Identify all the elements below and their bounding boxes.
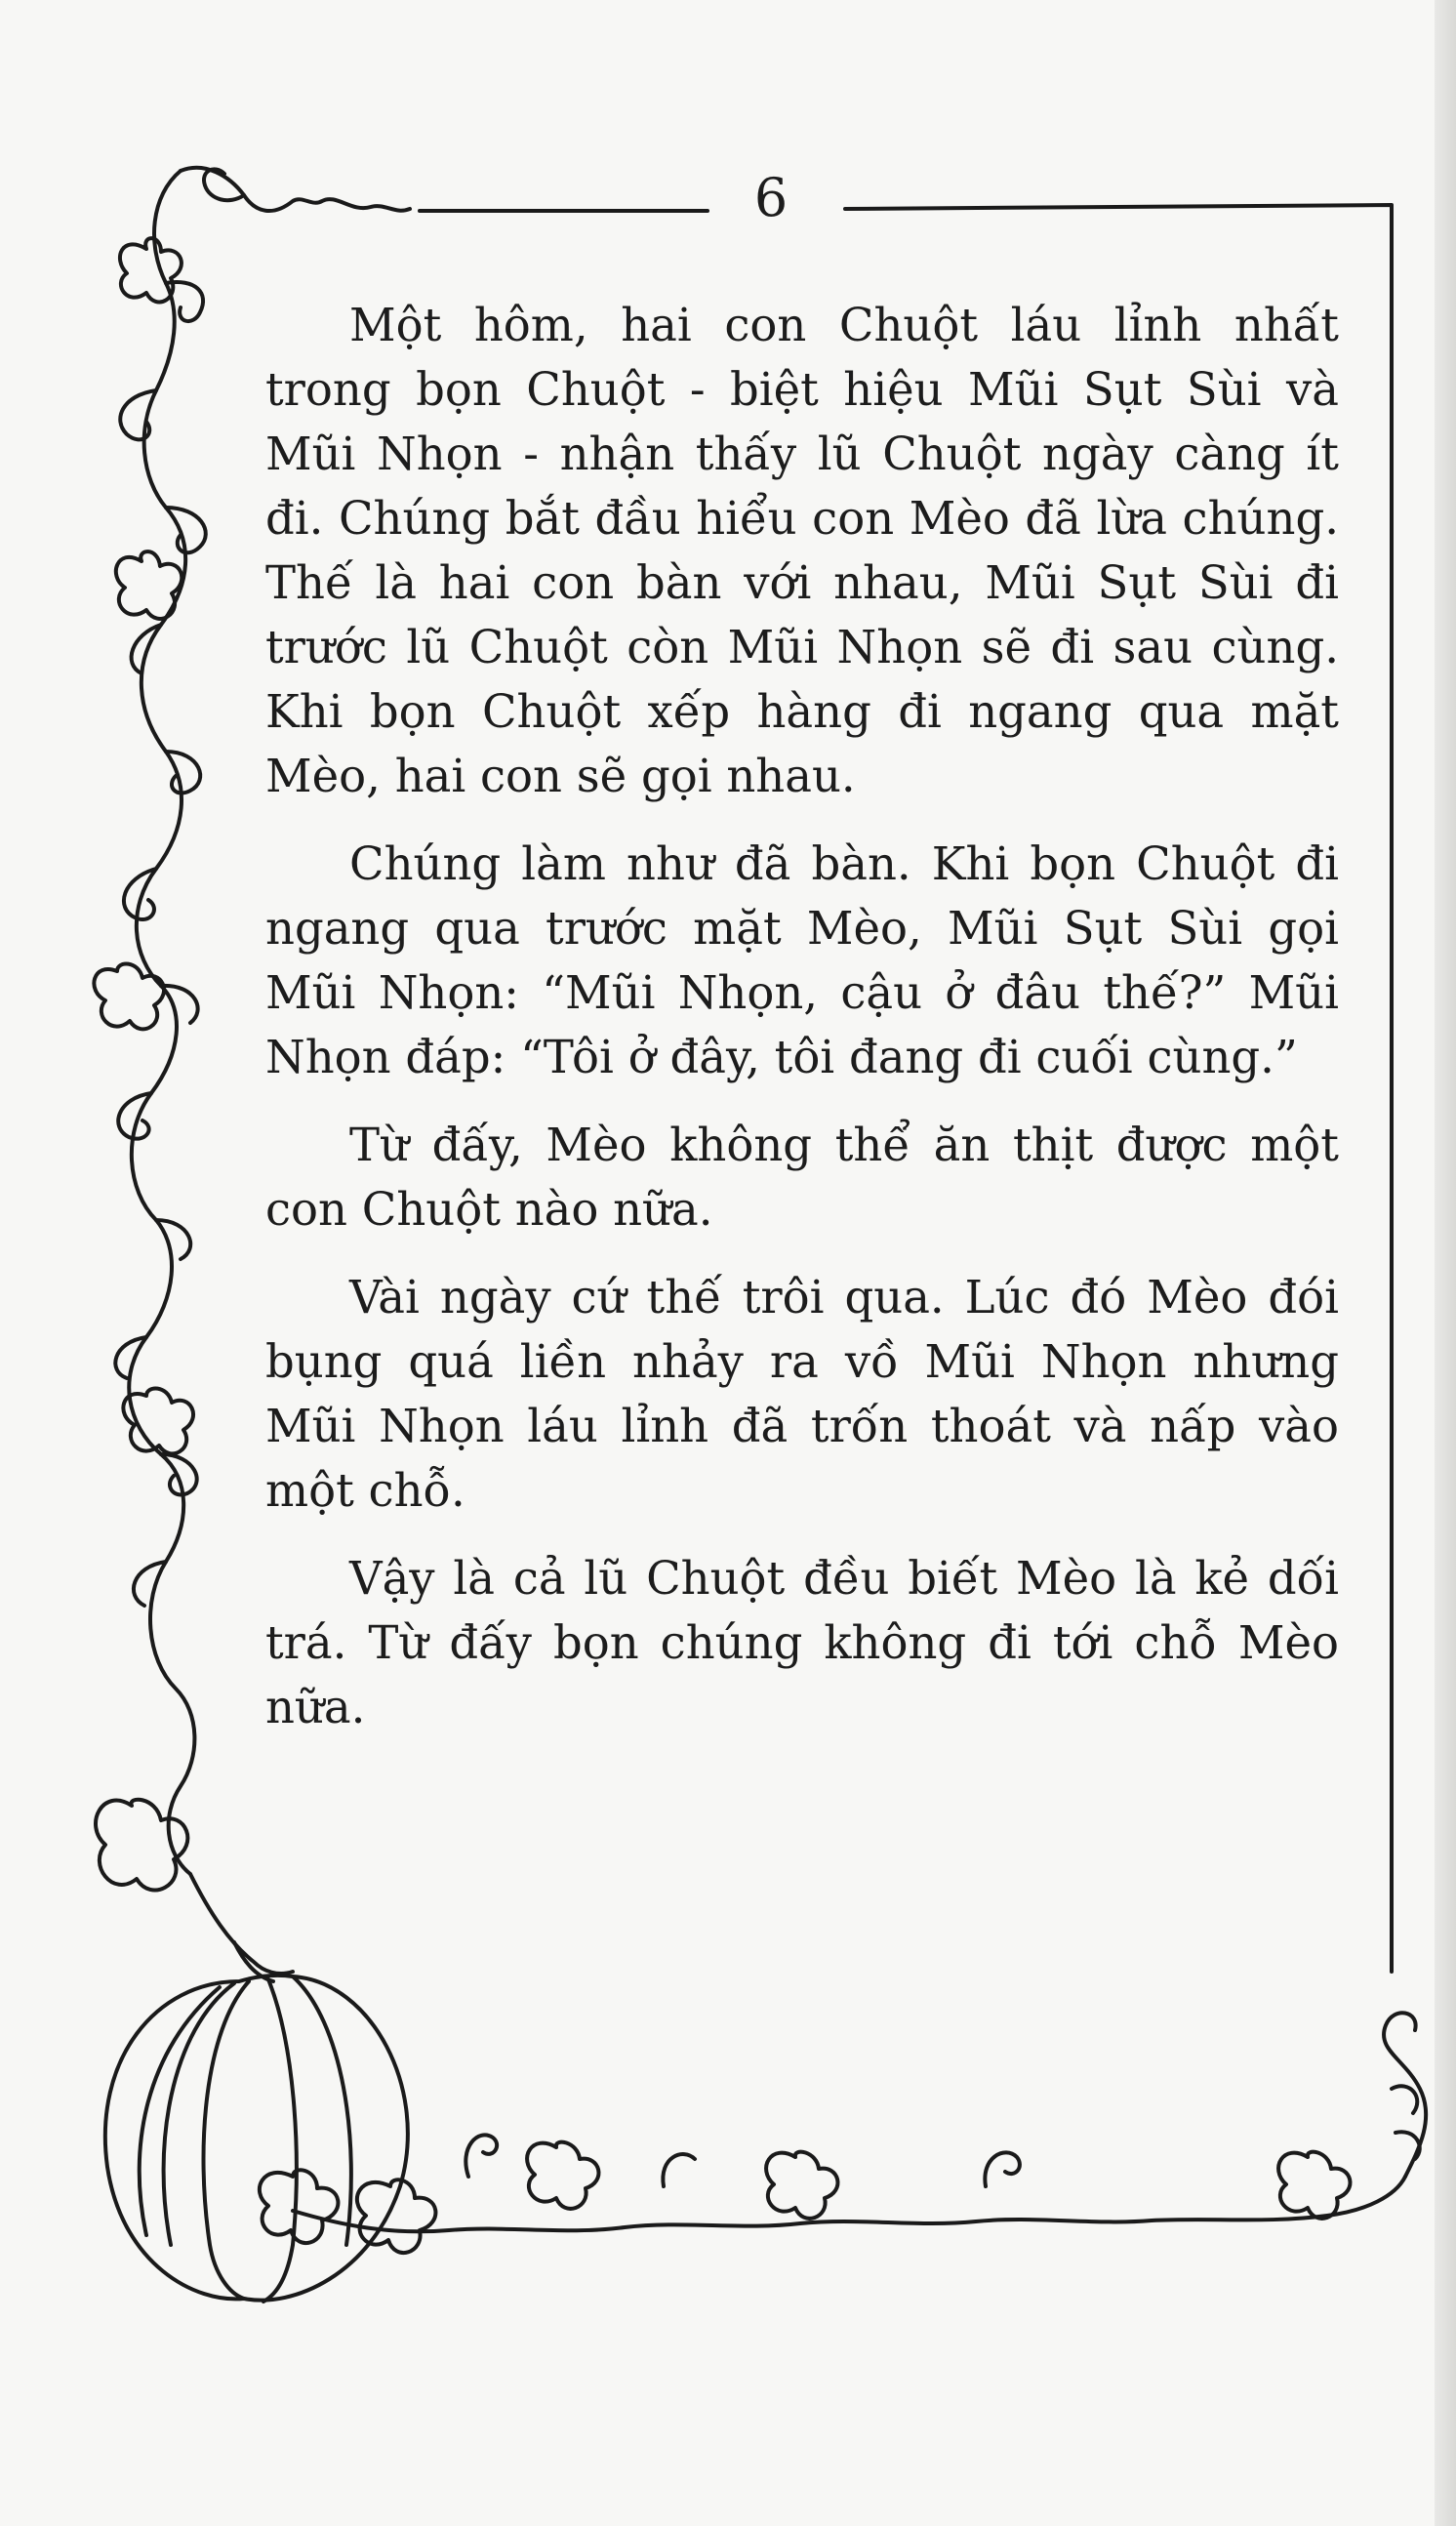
leaf (123, 1388, 193, 1453)
paragraph-5: Vậy là cả lũ Chuột đều biết Mèo là kẻ dối trá. Từ đấy bọn chúng không đi tới chỗ Mèo nữa. (265, 1552, 1339, 1733)
leaf (94, 963, 164, 1029)
paragraph-3: Từ đấy, Mèo không thể ăn thịt được một con Chuột nào nữa. (265, 1119, 1339, 1236)
page-number: 6 (753, 167, 789, 228)
left-vine (129, 171, 194, 1874)
leaf (96, 1800, 187, 1891)
leaf (357, 2180, 436, 2253)
paragraph-1: Một hôm, hai con Chuột láu lỉnh nhất trong bọn Chuột - biệt hiệu Mũi Sụt Sùi và Mũi Nhọn - nhận thấy lũ Chuột ngày càng ít đi. Chúng bắt đầu hiểu con Mèo đã lừa chúng. Thế là hai con bàn với nhau, Mũi Sụt Sùi đi trước lũ Chuột còn Mũi Nhọn sẽ đi sau cùng. Khi bọn Chuột xếp hàng đi ngang qua mặt Mèo, hai con sẽ gọi nhau. (265, 299, 1339, 802)
leaf (116, 551, 182, 619)
top-rule-right (845, 205, 1392, 234)
leaf (1278, 2152, 1350, 2219)
leaf (260, 2170, 339, 2243)
pumpkin (105, 1976, 408, 2301)
leaf (120, 238, 182, 302)
paragraph-4: Vài ngày cứ thế trôi qua. Lúc đó Mèo đói bụng quá liền nhảy ra vồ Mũi Nhọn nhưng Mũi Nhọn láu lỉnh đã trốn thoát và nấp vào một chỗ. (265, 1271, 1339, 1517)
top-left-curl (181, 168, 410, 211)
bottom-vine (293, 2177, 1405, 2231)
leaf (766, 2152, 837, 2219)
paragraph-2: Chúng làm như đã bàn. Khi bọn Chuột đi ngang qua trước mặt Mèo, Mũi Sụt Sùi gọi Mũi Nhọn: “Mũi Nhọn, cậu ở đâu thế?” Mũi Nhọn đáp: “Tôi ở đây, tôi đang đi cuối cùng.” (265, 837, 1339, 1083)
story-text (265, 293, 1339, 1763)
leaf (527, 2142, 598, 2209)
